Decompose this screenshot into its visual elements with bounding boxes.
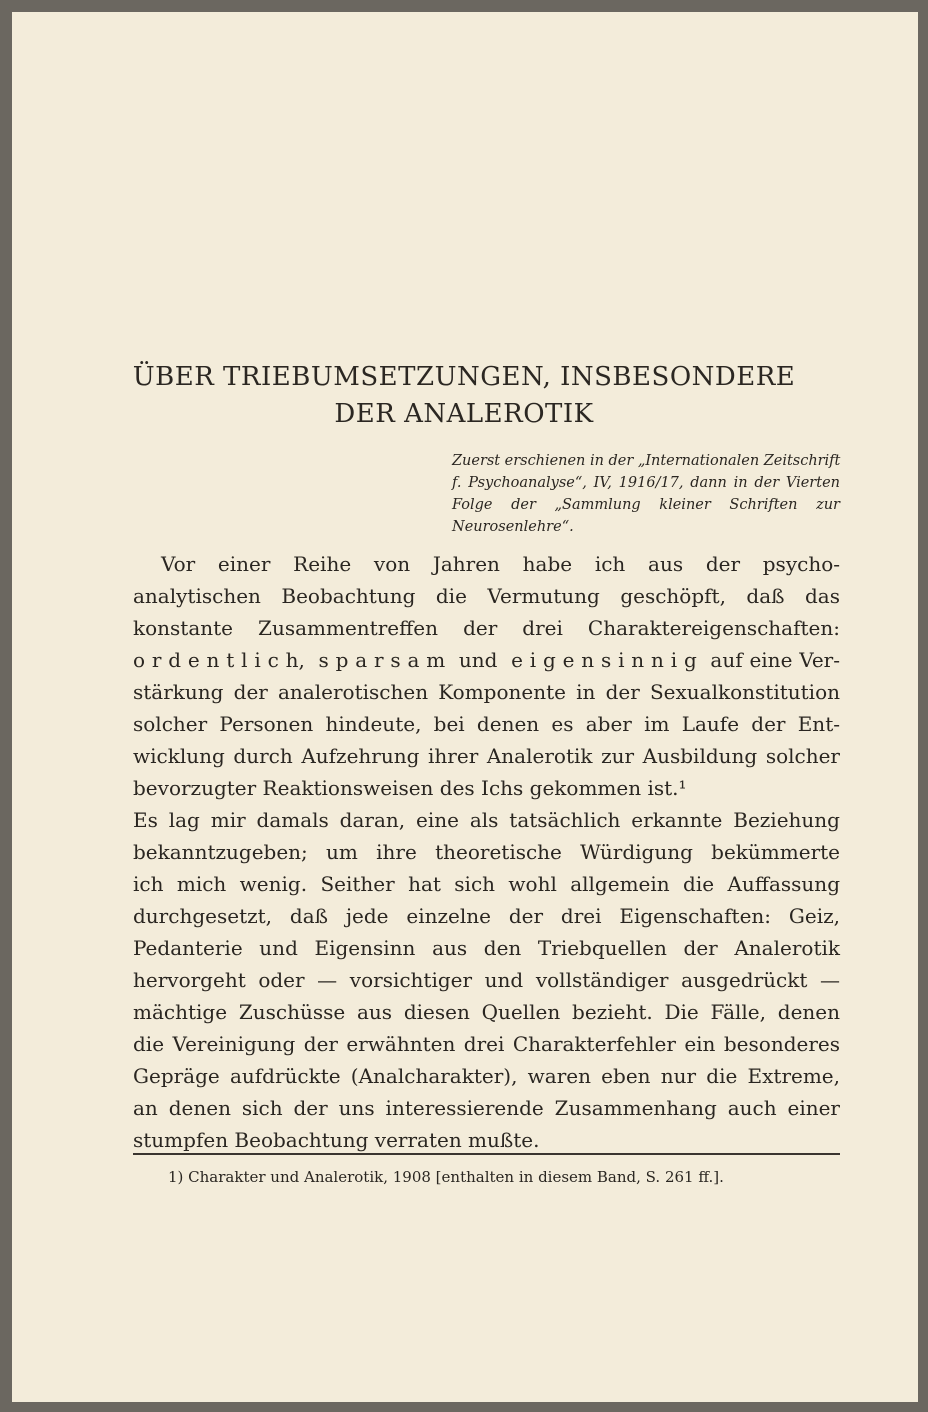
text-line: die Vereinigung der erwähnten drei Charakterfehler ein besonderes (133, 1032, 840, 1056)
text-line: ich mich wenig. Seither hat sich wohl allgemein die Auffassung (133, 872, 840, 896)
chapter-title-line-1: ÜBER TRIEBUMSETZUNGEN, INSBESONDERE (132, 362, 796, 392)
footnote-divider (133, 1153, 840, 1155)
text-line: mächtige Zuschüsse aus diesen Quellen bezieht. Die Fälle, denen (133, 1000, 840, 1024)
text-line: solcher Personen hindeute, bei denen es aber im Laufe der Ent- (133, 712, 840, 736)
text-line: bekanntzugeben; um ihre theoretische Würdigung bekümmerte (133, 840, 840, 864)
text-line: stumpfen Beobachtung verraten mußte. (133, 1128, 540, 1152)
text-line: Gepräge aufdrückte (Analcharakter), waren eben nur die Extreme, (133, 1064, 840, 1088)
text-line: stärkung der analerotischen Komponente in der Sexualkonstitution (133, 680, 840, 704)
note-line: Folge der „Sammlung kleiner Schriften zur (452, 497, 840, 513)
text-line: wicklung durch Aufzehrung ihrer Analerotik zur Ausbildung solcher (133, 744, 840, 768)
note-line: Neurosenlehre“. (452, 519, 574, 535)
text-line: analytischen Beobachtung die Vermutung geschöpft, daß das (133, 584, 840, 608)
paragraph-1 (133, 548, 840, 804)
text-line: durchgesetzt, daß jede einzelne der drei Eigenschaften: Geiz, (133, 904, 840, 928)
text-line: o r d e n t l i c h, s p a r s a m und e i g e n s i n n i g auf eine Ver- (133, 648, 840, 672)
note-line: f. Psychoanalyse“, IV, 1916/17, dann in der Vierten (452, 475, 840, 491)
publication-note (452, 450, 840, 538)
footnote: 1) Charakter und Analerotik, 1908 [enthalten in diesem Band, S. 261 ff.]. (168, 1168, 724, 1186)
paragraph-2 (133, 804, 840, 1156)
text-line: bevorzugter Reaktionsweisen des Ichs gekommen ist.¹ (133, 776, 687, 800)
chapter-title-line-2: DER ANALEROTIK (334, 399, 594, 429)
text-line: Vor einer Reihe von Jahren habe ich aus der psycho- (161, 552, 840, 576)
text-line: Es lag mir damals daran, eine als tatsächlich erkannte Beziehung (133, 808, 840, 832)
text-line: hervorgeht oder — vorsichtiger und vollständiger ausgedrückt — (133, 968, 840, 992)
note-line: Zuerst erschienen in der „Internationalen Zeitschrift (452, 453, 841, 469)
text-line: an denen sich der uns interessierende Zusammenhang auch einer (133, 1096, 840, 1120)
text-line: konstante Zusammentreffen der drei Charaktereigenschaften: (133, 616, 840, 640)
text-line: Pedanterie und Eigensinn aus den Triebquellen der Analerotik (133, 936, 840, 960)
